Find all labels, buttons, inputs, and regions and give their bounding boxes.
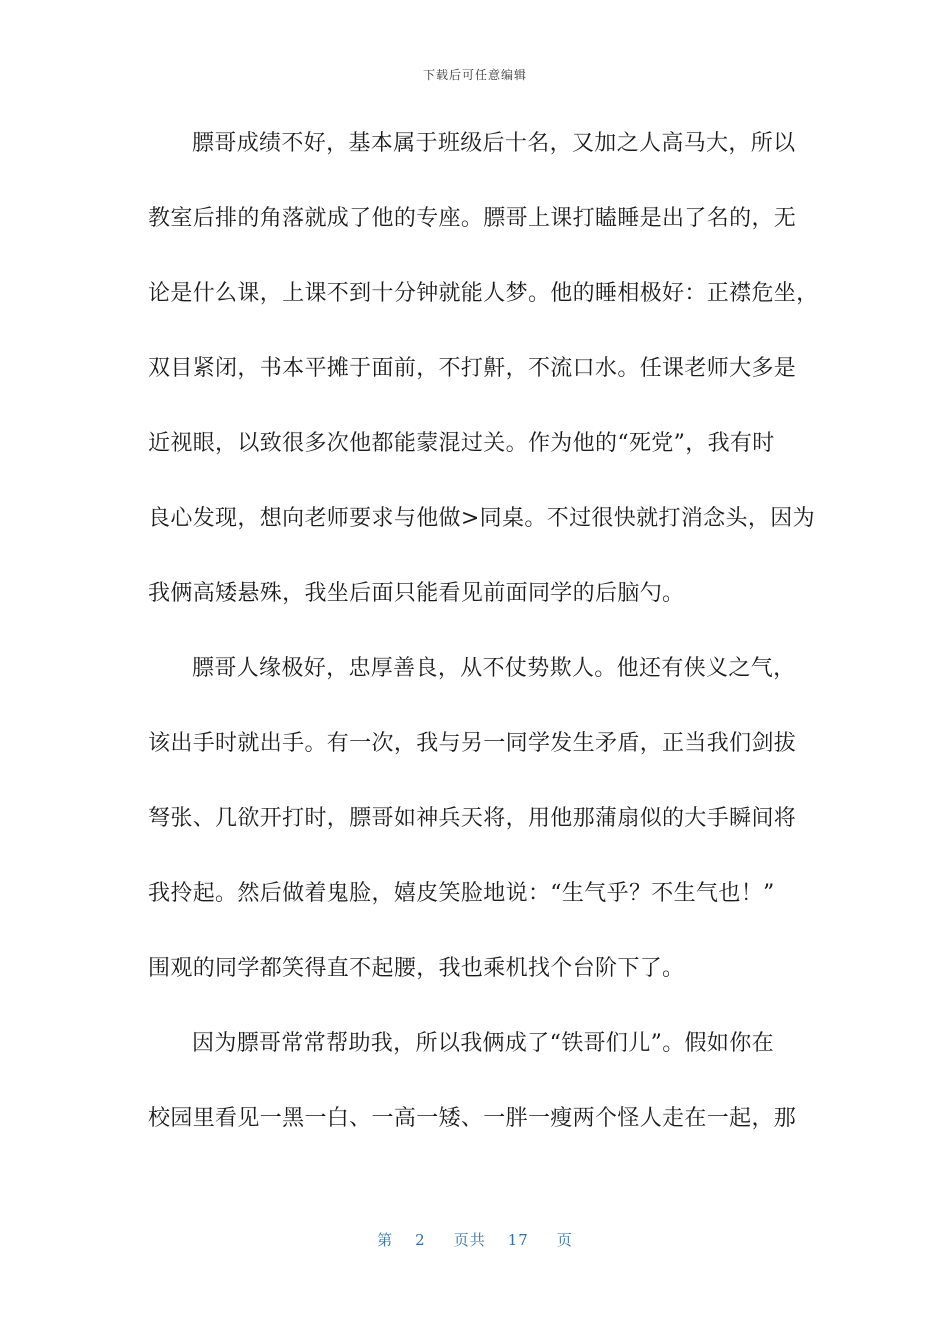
text-line: 该出手时就出手。有一次，我与另一同学发生矛盾，正当我们剑拔 [148, 731, 797, 756]
text-line: 论是什么课，上课不到十分钟就能人梦。他的睡相极好：正襟危坐， [148, 281, 819, 306]
footer-prefix: 第 [377, 1231, 394, 1249]
footer-page-number: 2 [415, 1231, 426, 1249]
footer-middle: 页共 [453, 1231, 486, 1249]
footer-suffix: 页 [556, 1231, 573, 1249]
text-line: 我俩高矮悬殊，我坐后面只能看见前面同学的后脑勺。 [148, 581, 685, 606]
text-line: 双目紧闭，书本平摊于面前，不打鼾，不流口水。任课老师大多是 [148, 356, 797, 381]
footer-total-pages: 17 [507, 1231, 529, 1249]
text-line: 校园里看见一黑一白、一高一矮、一胖一瘦两个怪人走在一起，那 [148, 1106, 797, 1131]
text-line: 弩张、几欲开打时，膘哥如神兵天将，用他那蒲扇似的大手瞬间将 [148, 806, 797, 831]
page-header: 下载后可任意编辑 [422, 68, 527, 82]
text-line: 近视眼，以致很多次他都能蒙混过关。作为他的“死党”，我有时 [148, 431, 775, 456]
text-line: 膘哥成绩不好，基本属于班级后十名，又加之人高马大，所以 [192, 131, 796, 156]
text-line: 良心发现，想向老师要求与他做>同桌。不过很快就打消念头，因为 [148, 506, 815, 531]
text-line: 膘哥人缘极好，忠厚善良，从不仗势欺人。他还有侠义之气， [192, 656, 796, 681]
text-line: 我拎起。然后做着鬼脸，嬉皮笑脸地说：“生气乎？不生气也！” [148, 881, 775, 906]
text-line: 教室后排的角落就成了他的专座。膘哥上课打瞌睡是出了名的，无 [148, 206, 797, 231]
page-footer [0, 1229, 950, 1250]
text-line: 因为膘哥常常帮助我，所以我俩成了“铁哥们儿”。假如你在 [192, 1031, 774, 1056]
text-line: 围观的同学都笑得直不起腰，我也乘机找个台阶下了。 [148, 956, 685, 981]
